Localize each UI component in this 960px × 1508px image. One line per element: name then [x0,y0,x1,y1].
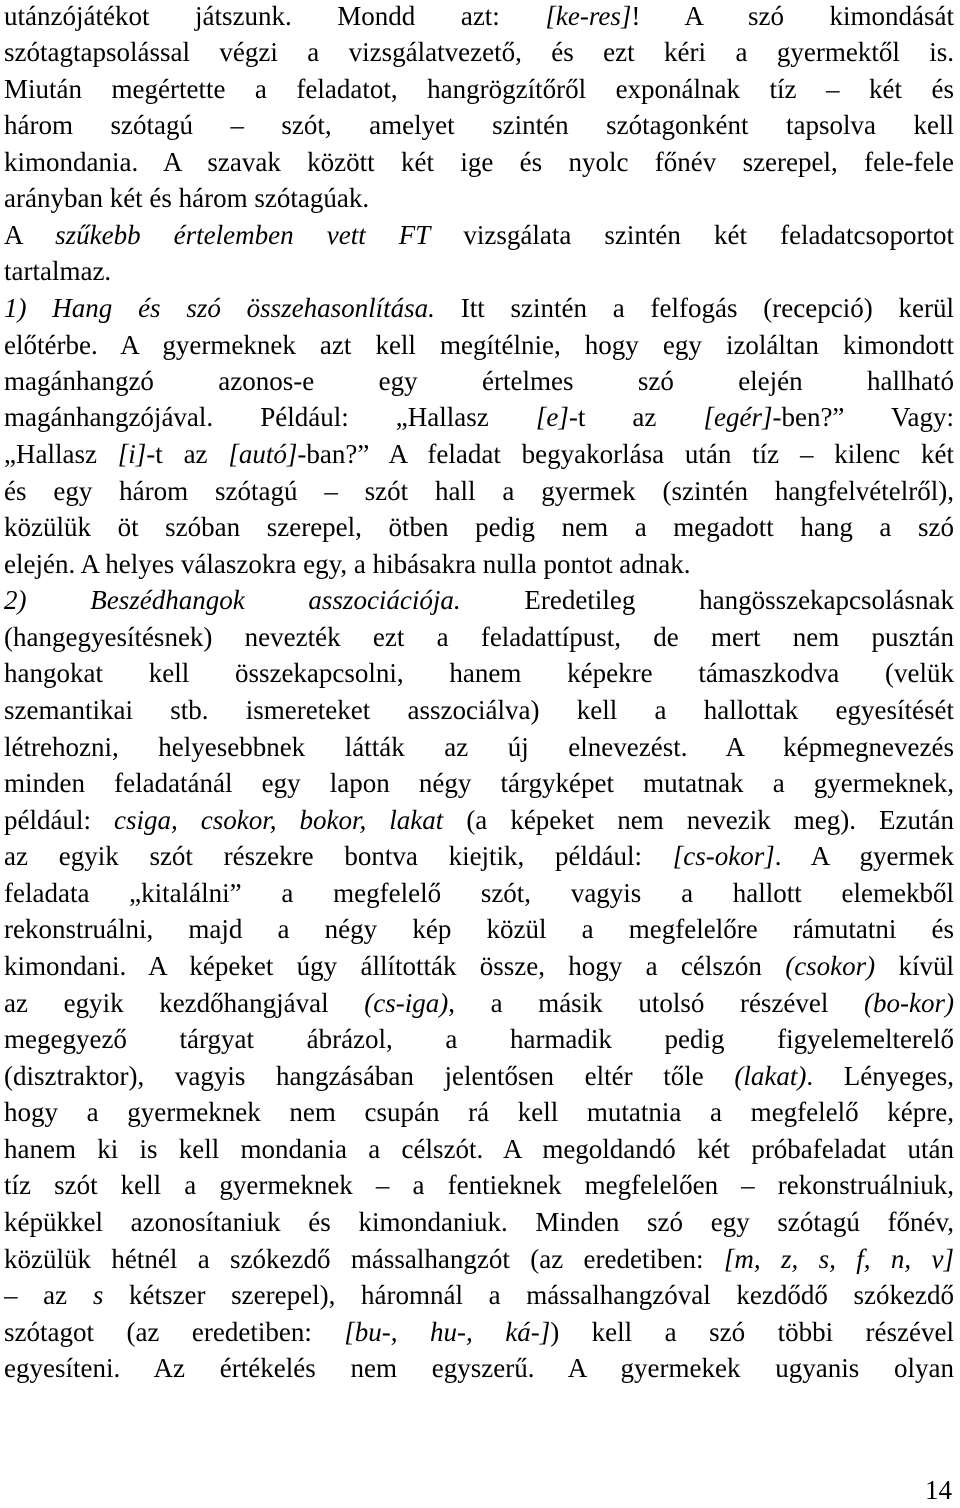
text-segment: tíz szót kell a gyermeknek – a fentieknek megfelelően – rekonstruálniuk, [4,1170,954,1200]
text-line [4,1352,954,1384]
text-segment: – az [4,1280,93,1310]
text-line [4,146,954,178]
text-segment: Eredetileg hangösszekapcsolásnak [460,585,954,615]
text-segment: . Lényeges, [806,1061,954,1091]
text-segment: Miután megértette a feladatot, hangrögzítőről exponálnak tíz – két és [4,74,954,104]
text-line [4,292,954,324]
text-segment: megegyező tárgyat ábrázol, a harmadik pedig figyelemelterelő [4,1024,954,1054]
text-line [4,1206,954,1238]
italic-text: (cs-iga) [364,988,449,1018]
text-segment: vizsgálata szintén két feladatcsoportot [430,220,954,250]
text-line [4,73,954,105]
text-line [4,657,954,689]
text-segment: kívül [875,951,954,981]
text-segment: „Hallasz [4,439,118,469]
text-line [4,1023,954,1055]
text-line [4,511,954,543]
italic-text: 1) Hang és szó összehasonlítása. [4,293,435,323]
text-line [4,1279,954,1311]
text-segment: kétszer szerepel), háromnál a mássalhangzóval kezdődő szókezdő [103,1280,954,1310]
text-segment: utánzójátékot játszunk. Mondd azt: [4,1,546,31]
text-segment: hanem ki is kell mondania a célszót. A megoldandó két próbafeladat után [4,1134,954,1164]
italic-text: (bo-kor) [864,988,954,1018]
italic-text: (csokor) [785,951,876,981]
text-line [4,1316,954,1348]
text-line [4,621,954,653]
text-line [4,950,954,982]
italic-text: [egér] [703,402,773,432]
text-line [4,1133,954,1165]
italic-text: [e] [535,402,569,432]
text-segment: például: [4,805,114,835]
text-line [4,840,954,872]
italic-text: 2) Beszédhangok asszociációja. [4,585,461,615]
text-segment: szemantikai stb. ismereteket asszociálva) kell a hallottak egyesítését [4,695,954,725]
text-line [4,731,954,763]
italic-text: csiga, csokor, bokor, lakat [114,805,444,835]
text-line [4,255,954,287]
italic-text: [autó] [228,439,298,469]
italic-text: s [92,1280,104,1310]
text-segment: az egyik szót részekre bontva kiejtik, például: [4,841,673,871]
text-segment: és egy három szótagú – szót hall a gyermek (szintén hangfelvételről), [4,476,954,506]
text-segment: egyesíteni. Az értékelés nem egyszerű. A gyermekek ugyanis olyan [4,1353,954,1383]
text-line [4,877,954,909]
italic-text: [i] [117,439,147,469]
italic-text: [cs-okor] [672,841,775,871]
text-segment: közülük hétnél a szókezdő mássalhangzót (az eredetiben: [4,1244,724,1274]
text-line [4,1060,954,1092]
text-segment: magánhangzó azonos-e egy értelmes szó elején hallható [4,366,954,396]
text-segment: Itt szintén a felfogás (recepció) kerül [434,293,954,323]
text-segment: létrehozni, helyesebbnek látták az új elnevezést. A képmegnevezés [4,732,954,762]
text-segment: szótagtapsolással végzi a vizsgálatvezető, és ezt kéri a gyermektől is. [4,37,954,67]
text-line [4,182,954,214]
italic-text: (lakat) [734,1061,807,1091]
text-segment: az egyik kezdőhangjával [4,988,365,1018]
text-segment: elején. A helyes válaszokra egy, a hibásakra nulla pontot adnak. [4,549,691,579]
text-line [4,913,954,945]
text-segment: -t az [568,402,704,432]
text-segment: -ben?” Vagy: [772,402,954,432]
text-segment: hogy a gyermeknek nem csupán rá kell mutatnia a megfelelő képre, [4,1097,954,1127]
text-segment: (disztraktor), vagyis hangzásában jelentősen eltér tőle [4,1061,735,1091]
text-segment: közülük öt szóban szerepel, ötben pedig nem a megadott hang a szó [4,512,954,542]
page-number: 14 [925,1475,952,1505]
text-line [4,329,954,361]
text-line [4,475,954,507]
text-line [4,804,954,836]
text-segment: , a másik utolsó részével [448,988,865,1018]
text-line [4,219,954,251]
text-segment: előtérbe. A gyermeknek azt kell megítélnie, hogy egy izoláltan kimondott [4,330,954,360]
text-segment: magánhangzójával. Például: „Hallasz [4,402,536,432]
text-line [4,548,954,580]
text-line [4,1243,954,1275]
text-segment: szótagot (az eredetiben: [4,1317,345,1347]
text-segment: képükkel azonosítaniuk és kimondaniuk. Minden szó egy szótagú főnév, [4,1207,954,1237]
italic-text: [bu-, hu-, ká-] [344,1317,551,1347]
italic-text: szűkebb értelemben vett FT [55,220,431,250]
text-segment: (a képeket nem nevezik meg). Ezután [443,805,954,835]
text-segment: ! A szó kimondását [631,1,954,31]
text-line [4,0,954,32]
text-line [4,365,954,397]
text-segment: A [4,220,56,250]
text-line [4,987,954,1019]
text-segment: tartalmaz. [4,256,112,286]
text-line [4,694,954,726]
text-segment: rekonstruálni, majd a négy kép közül a megfelelőre rámutatni és [4,914,954,944]
text-segment: kimondania. A szavak között két ige és nyolc főnév szerepel, fele-fele [4,147,954,177]
text-line [4,36,954,68]
italic-text: [m, z, s, f, n, v] [723,1244,954,1274]
text-segment: hangokat kell összekapcsolni, hanem képekre támaszkodva (velük [4,658,954,688]
text-segment: feladata „kitalálni” a megfelelő szót, vagyis a hallott elemekből [4,878,954,908]
text-segment: -t az [146,439,229,469]
text-line [4,438,954,470]
text-segment: minden feladatánál egy lapon négy tárgyképet mutatnak a gyermeknek, [4,768,954,798]
text-line [4,767,954,799]
text-segment: arányban két és három szótagúak. [4,183,370,213]
text-line [4,109,954,141]
text-segment: (hangegyesítésnek) nevezték ezt a feladattípust, de mert nem pusztán [4,622,954,652]
text-segment: kimondani. A képeket úgy állították össze, hogy a célszón [4,951,786,981]
text-segment: ) kell a szó többi részével [550,1317,954,1347]
text-line [4,1096,954,1128]
text-line [4,1169,954,1201]
text-line [4,584,954,616]
text-segment: . A gyermek [774,841,954,871]
text-segment: három szótagú – szót, amelyet szintén szótagonként tapsolva kell [4,110,954,140]
text-segment: -ban?” A feladat begyakorlása után tíz – kilenc két [297,439,954,469]
italic-text: [ke-res] [545,1,632,31]
text-line [4,401,954,433]
